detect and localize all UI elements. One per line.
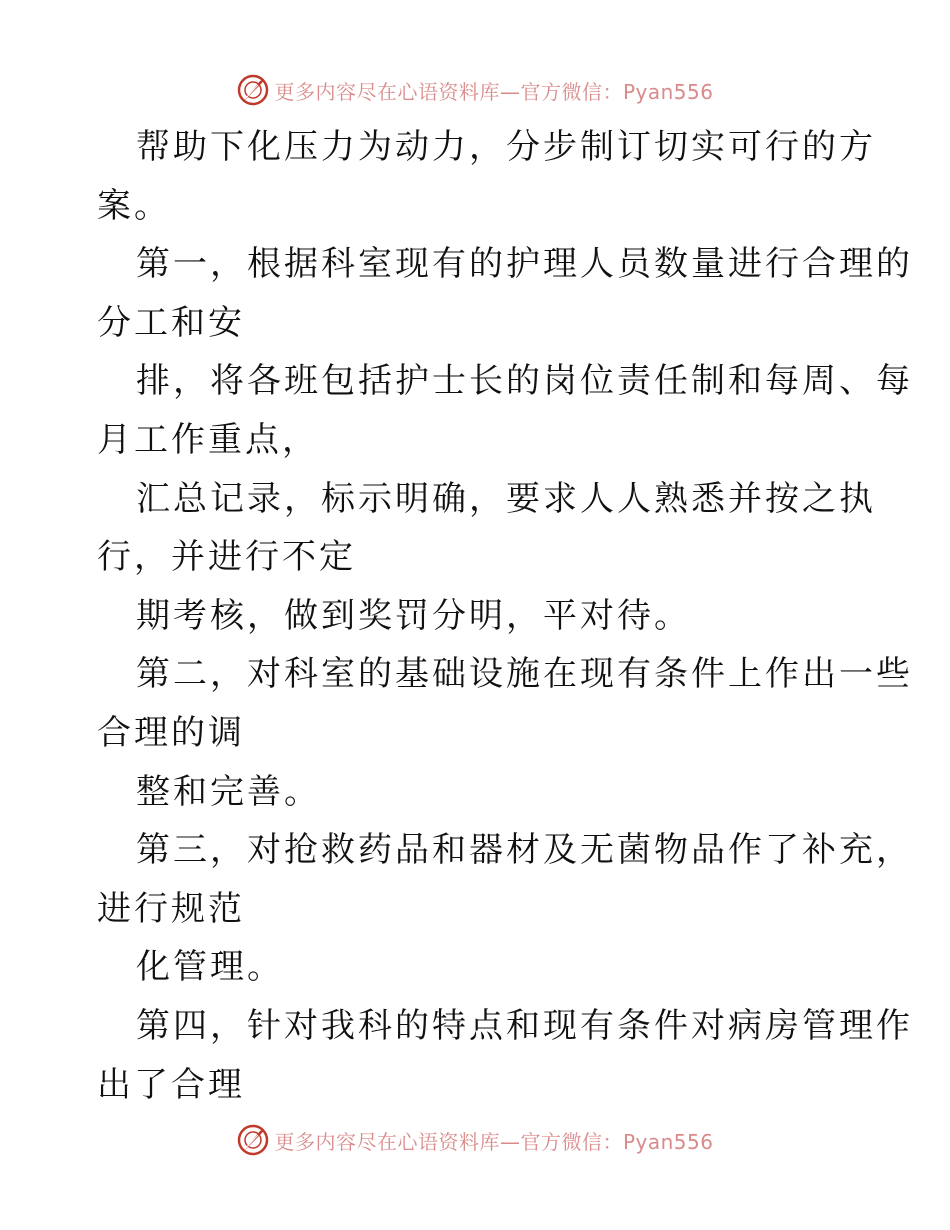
text-line: 化管理。: [136, 947, 284, 988]
text-line: 帮助下化压力为动力，分步制订切实可行的方: [136, 127, 876, 167]
text-line: 出了合理: [97, 1064, 245, 1105]
text-line: 第三，对抢救药品和器材及无菌物品作了补充，: [136, 830, 913, 871]
text-line: 行，并进行不定: [97, 537, 356, 578]
text-line: 进行规范: [97, 888, 245, 929]
text-line: 第四，针对我科的特点和现有条件对病房管理作: [136, 1005, 913, 1046]
footer-banner-text: 更多内容尽在心语资料库—官方微信：Pyan556: [274, 1129, 714, 1154]
footer-banner: [0, 1120, 950, 1160]
text-line: 合理的调: [97, 712, 245, 753]
header-banner: [0, 70, 950, 110]
header-banner-text: 更多内容尽在心语资料库—官方微信：Pyan556: [274, 79, 714, 104]
text-line: 排，将各班包括护士长的岗位责任制和每周、每: [136, 361, 913, 402]
text-line: 汇总记录，标示明确，要求人人熟悉并按之执: [136, 478, 876, 519]
document-body: [97, 118, 913, 1114]
quill-logo-icon: [236, 1123, 270, 1157]
text-line: 期考核，做到奖罚分明，平对待。: [136, 595, 691, 636]
text-line: 整和完善。: [136, 771, 321, 812]
quill-logo-icon: [236, 73, 270, 107]
text-line: 月工作重点，: [97, 419, 319, 460]
text-line: 第二，对科室的基础设施在现有条件上作出一些: [136, 654, 913, 695]
text-line: 分工和安: [97, 302, 245, 343]
text-line: 第一，根据科室现有的护理人员数量进行合理的: [136, 244, 913, 285]
text-line: 案。: [97, 185, 171, 226]
